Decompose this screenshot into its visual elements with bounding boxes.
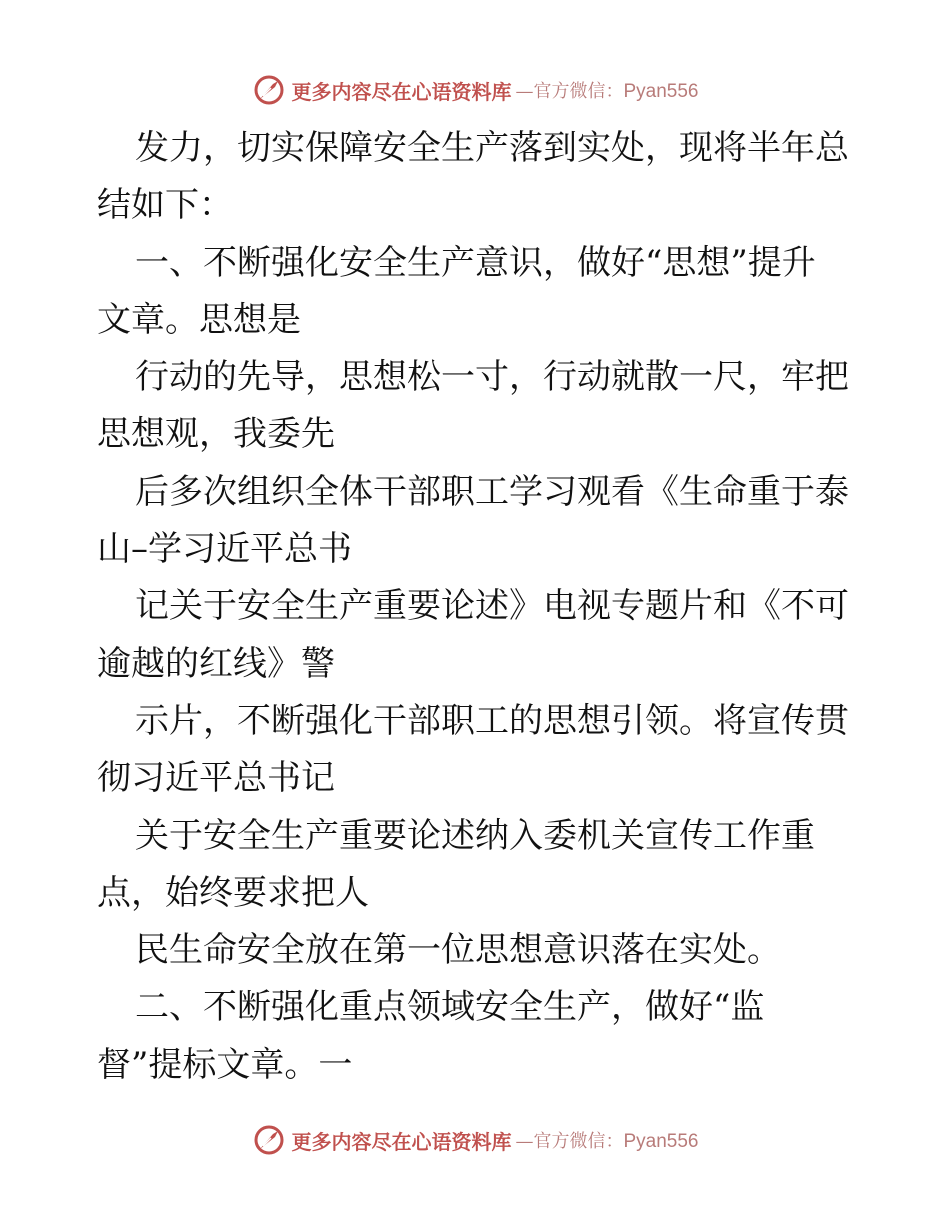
body-line: 关于安全生产重要论述纳入委机关宣传工作重 (135, 815, 815, 856)
quill-pen-logo-icon (251, 72, 287, 108)
body-line: 一、不断强化安全生产意识，做好“思想”提升 (135, 242, 816, 283)
body-line: 民生命安全放在第一位思想意识落在实处。 (135, 930, 781, 971)
header-banner-title: 更多内容尽在心语资料库 (291, 79, 512, 104)
body-line: 彻习近平总书记 (97, 758, 335, 799)
body-line: 行动的先导，思想松一寸，行动就散一尺，牢把 (135, 357, 849, 398)
header-banner-handle: Pyan556 (623, 81, 699, 102)
body-line: 督”提标文章。一 (97, 1044, 353, 1085)
header-watermark-banner (0, 70, 950, 110)
footer-banner-subtitle (515, 1127, 698, 1153)
header-banner-subtitle (515, 77, 698, 103)
body-line: 记关于安全生产重要论述》电视专题片和《不可 (135, 586, 849, 627)
quill-pen-logo-icon (251, 1122, 287, 1158)
body-line: 示片，不断强化干部职工的思想引领。将宣传贯 (135, 700, 849, 741)
body-line: 文章。思想是 (97, 299, 301, 340)
header-banner-sub-label: —官方微信： (515, 81, 624, 102)
footer-banner-title: 更多内容尽在心语资料库 (291, 1129, 512, 1154)
footer-banner-sub-label: —官方微信： (515, 1131, 624, 1152)
body-line: 二、不断强化重点领域安全生产，做好“监 (135, 987, 765, 1028)
footer-banner-handle: Pyan556 (623, 1131, 699, 1152)
body-line: 点，始终要求把人 (97, 872, 369, 913)
body-line: 发力，切实保障安全生产落到实处，现将半年总 (135, 128, 849, 168)
body-line: 逾越的红线》警 (97, 643, 335, 684)
body-line: 思想观，我委先 (97, 414, 335, 455)
body-line: 山–学习近平总书 (97, 529, 352, 570)
body-line: 后多次组织全体干部职工学习观看《生命重于泰 (135, 471, 849, 512)
body-line: 结如下： (97, 185, 233, 226)
footer-watermark-banner (0, 1120, 950, 1160)
document-body (97, 120, 857, 1094)
